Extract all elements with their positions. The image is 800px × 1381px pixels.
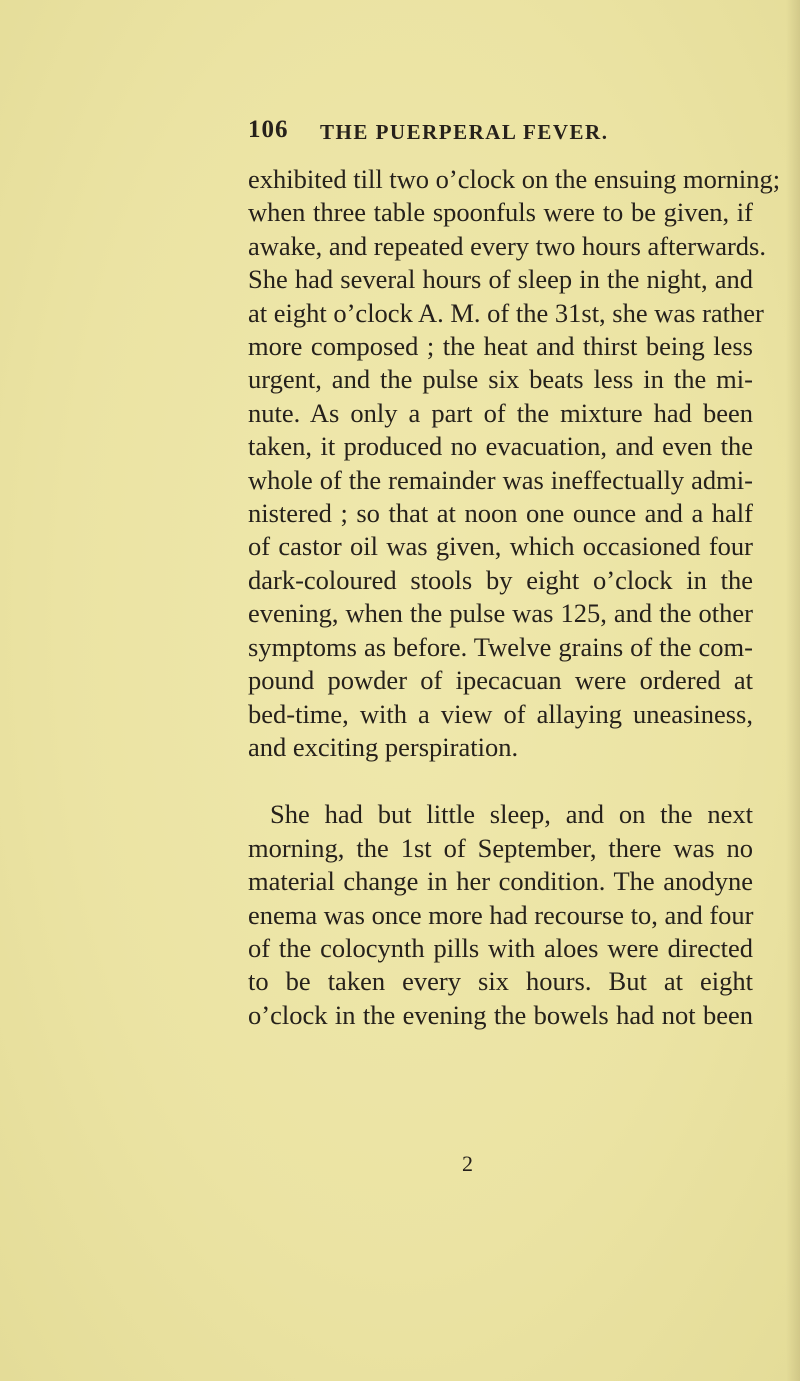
text-line: She had but little sleep, and on the next	[270, 799, 753, 830]
text-line: o’clock in the evening the bowels had not been	[248, 999, 753, 1030]
text-line: more composed ; the heat and thirst being less	[248, 331, 753, 362]
text-line: enema was once more had recourse to, and four	[248, 899, 754, 930]
text-line: nute. As only a part of the mixture had been	[248, 397, 753, 428]
text-line: pound powder of ipecacuan were ordered at	[248, 665, 753, 696]
text-line: at eight o’clock A. M. of the 31st, she was rather	[248, 297, 764, 328]
text-line: awake, and repeated every two hours afterwards.	[248, 230, 766, 261]
text-line: nistered ; so that at noon one ounce and a half	[248, 498, 753, 529]
text-line: She had several hours of sleep in the night, and	[248, 264, 753, 295]
paragraph-1	[248, 163, 781, 764]
text-line: whole of the remainder was ineffectually admi-	[248, 464, 753, 495]
text-line: of castor oil was given, which occasioned four	[248, 531, 753, 562]
text-line: evening, when the pulse was 125, and the other	[248, 598, 753, 629]
paragraph-gap	[248, 764, 753, 798]
text-line: and exciting perspiration.	[248, 731, 519, 762]
body-text	[248, 163, 781, 1032]
text-line: material change in her condition. The anodyne	[248, 866, 753, 897]
text-line: of the colocynth pills with aloes were directed	[248, 932, 753, 963]
text-line: bed-time, with a view of allaying uneasiness,	[248, 698, 753, 729]
page-number: 106	[248, 116, 289, 143]
text-line: dark-coloured stools by eight o’clock in the	[248, 564, 753, 595]
running-head-title: THE PUERPERAL FEVER.	[320, 120, 609, 144]
text-line: taken, it produced no evacuation, and even the	[248, 431, 753, 462]
text-line: exhibited till two o’clock on the ensuing morning;	[248, 164, 781, 194]
signature-mark: 2	[462, 1151, 473, 1176]
text-line: morning, the 1st of September, there was no	[248, 832, 753, 863]
text-line: symptoms as before. Twelve grains of the com-	[248, 631, 753, 662]
text-line: urgent, and the pulse six beats less in the mi-	[248, 364, 753, 395]
text-line: to be taken every six hours. But at eight	[248, 966, 753, 997]
text-line: when three table spoonfuls were to be given, if	[248, 197, 753, 228]
page-edge-shadow	[786, 0, 800, 1381]
paragraph-2	[248, 798, 753, 1032]
